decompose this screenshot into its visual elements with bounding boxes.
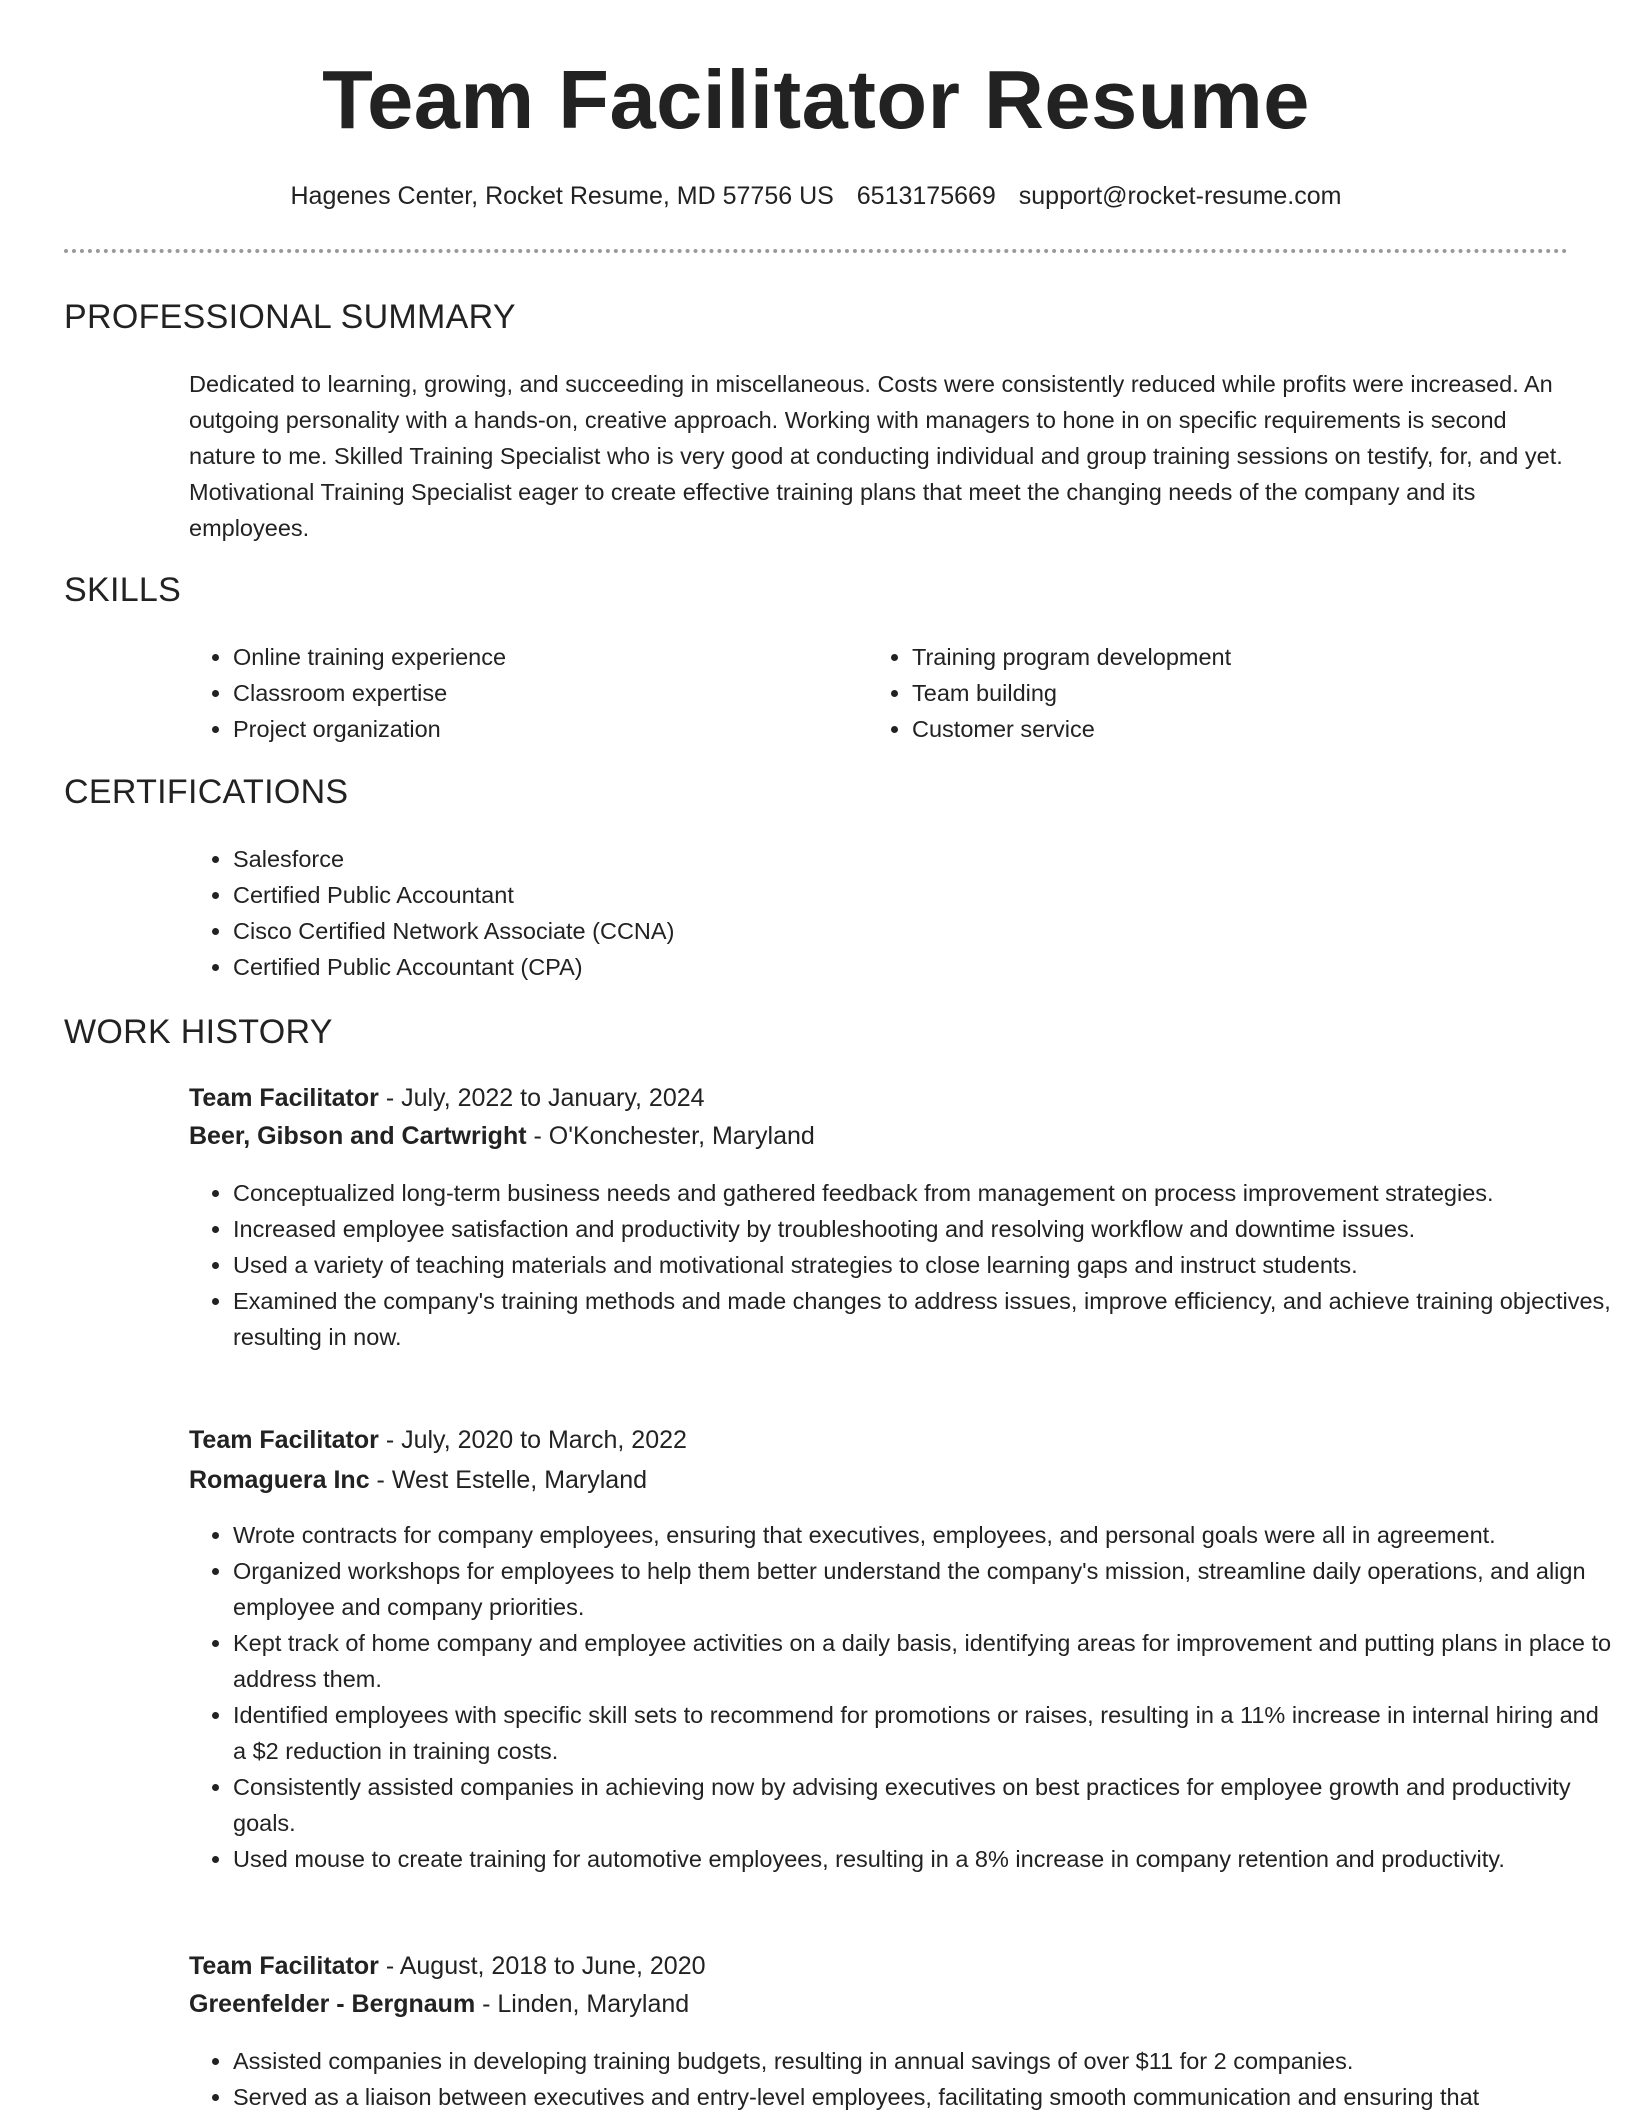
job-title-line xyxy=(189,1084,705,1113)
list-item: • Assisted companies in developing training budgets, resulting in annual savings of over $11 for 2 companies. xyxy=(233,2043,1613,2079)
list-item: • Increased employee satisfaction and productivity by troubleshooting and resolving workflow and downtime issues. xyxy=(233,1211,1613,1247)
job-company-line xyxy=(189,1122,815,1151)
list-item: • Served as a liaison between executives and entry-level employees, facilitating smooth communication and ensuring that xyxy=(233,2079,1613,2115)
job-bullets xyxy=(189,2043,1613,2115)
job-location: - West Estelle, Maryland xyxy=(369,1466,648,1494)
contact-line xyxy=(0,182,1632,211)
list-item: • Organized workshops for employees to help them better understand the company's mission, streamline daily operations, and align employee and company priorities. xyxy=(233,1553,1613,1625)
job-dates: - August, 2018 to June, 2020 xyxy=(378,1952,706,1980)
list-item: • Certified Public Accountant xyxy=(233,877,1533,913)
job-title: Team Facilitator xyxy=(189,1426,379,1454)
job-company: Beer, Gibson and Cartwright xyxy=(189,1122,527,1150)
skills-list-right xyxy=(868,639,1532,747)
list-item: • Examined the company's training methods and made changes to address issues, improve efficiency, and achieve training objectives, resulting in now. xyxy=(233,1283,1613,1355)
list-item: • Classroom expertise xyxy=(233,675,853,711)
work-history-heading: WORK HISTORY xyxy=(64,1013,333,1051)
job-location: - O'Konchester, Maryland xyxy=(526,1122,815,1150)
job-dates: - July, 2020 to March, 2022 xyxy=(378,1426,687,1454)
contact-email[interactable]: support@rocket-resume.com xyxy=(1018,182,1342,210)
contact-phone[interactable]: 6513175669 xyxy=(856,182,996,210)
job-dates: - July, 2022 to January, 2024 xyxy=(378,1084,705,1112)
job-bullets xyxy=(189,1517,1613,1877)
list-item: • Team building xyxy=(912,675,1532,711)
job-company-line xyxy=(189,1990,689,2019)
header-divider xyxy=(64,249,1568,253)
job-title-line xyxy=(189,1952,706,1981)
job-bullets xyxy=(189,1175,1613,1355)
skills-heading: SKILLS xyxy=(64,571,182,609)
list-item: • Certified Public Accountant (CPA) xyxy=(233,949,1533,985)
list-item: • Kept track of home company and employee activities on a daily basis, identifying areas for improvement and putting plans in place to address them. xyxy=(233,1625,1613,1697)
job-location: - Linden, Maryland xyxy=(475,1990,690,2018)
contact-address: Hagenes Center, Rocket Resume, MD 57756 US xyxy=(290,182,834,210)
job-title-line xyxy=(189,1426,687,1455)
list-item: • Identified employees with specific skill sets to recommend for promotions or raises, resulting in a 11% increase in internal hiring and a $2 reduction in training costs. xyxy=(233,1697,1613,1769)
resume-title: Team Facilitator Resume xyxy=(322,53,1310,146)
job-company: Romaguera Inc xyxy=(189,1466,370,1494)
job-company-line xyxy=(189,1466,647,1495)
list-item: • Customer service xyxy=(912,711,1532,747)
certifications-list xyxy=(189,841,1533,985)
list-item: • Cisco Certified Network Associate (CCNA) xyxy=(233,913,1533,949)
list-item: • Used mouse to create training for automotive employees, resulting in a 8% increase in company retention and productivity. xyxy=(233,1841,1613,1877)
list-item: • Project organization xyxy=(233,711,853,747)
certifications-heading: CERTIFICATIONS xyxy=(64,773,349,811)
list-item: • Wrote contracts for company employees, ensuring that executives, employees, and personal goals were all in agreement. xyxy=(233,1517,1613,1553)
list-item: • Consistently assisted companies in achieving now by advising executives on best practices for employee growth and productivity goals. xyxy=(233,1769,1613,1841)
job-title: Team Facilitator xyxy=(189,1084,379,1112)
list-item: • Online training experience xyxy=(233,639,853,675)
list-item: • Salesforce xyxy=(233,841,1533,877)
list-item: • Conceptualized long-term business needs and gathered feedback from management on process improvement strategies. xyxy=(233,1175,1613,1211)
list-item: • Used a variety of teaching materials and motivational strategies to close learning gaps and instruct students. xyxy=(233,1247,1613,1283)
job-company: Greenfelder - Bergnaum xyxy=(189,1990,476,2018)
summary-text: Dedicated to learning, growing, and succeeding in miscellaneous. Costs were consistently reduced while profits were increased. An outgoing personality with a hands-on, creative approach. Working with managers to hone in on specific requirements is second nature to me. Skilled Training Specialist who is very good at conducting individual and group training sessions on testify, for, and yet. Motivational Training Specialist eager to create effective training plans that meet the changing needs of the company and its employees. xyxy=(189,371,1563,541)
list-item: • Training program development xyxy=(912,639,1532,675)
summary-heading: PROFESSIONAL SUMMARY xyxy=(64,298,516,336)
job-title: Team Facilitator xyxy=(189,1952,379,1980)
skills-list-left xyxy=(189,639,853,747)
